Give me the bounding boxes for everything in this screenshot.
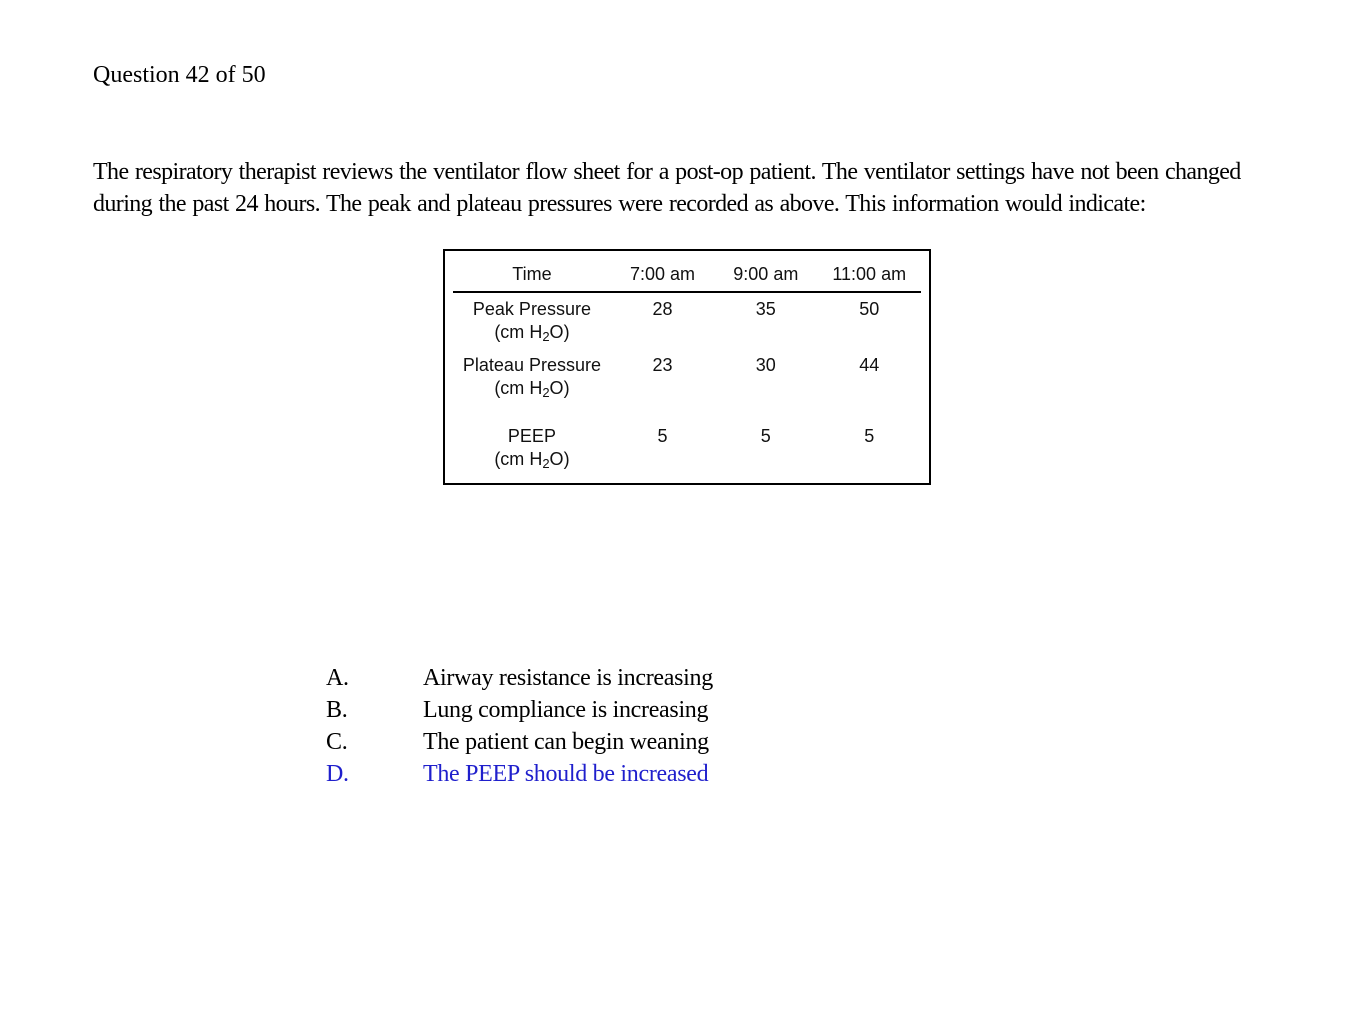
cell-value: 28	[652, 299, 673, 319]
answer-choice-c[interactable]	[326, 726, 713, 758]
table-row-plateau-pressure	[453, 352, 921, 425]
answer-text: The PEEP should be increased	[423, 761, 709, 787]
cell-value: 44	[859, 355, 880, 375]
param-unit: (cm $H_2O$)	[494, 449, 570, 471]
cell-value: 35	[755, 299, 776, 319]
answer-choice-d[interactable]	[326, 758, 713, 790]
cell-value: 23	[652, 355, 673, 375]
cell-value: 5	[864, 426, 875, 446]
table-row-peep	[453, 425, 921, 476]
question-stem: The respiratory therapist reviews the ventilator flow sheet for a post-op patient. The ventilator settings have not been changed during the past 24 hours. The peak and plateau pressures were recorded as above. This information would indicate:	[93, 159, 1241, 217]
question-header: Question 42 of 50	[93, 62, 266, 88]
answer-letter: A.	[326, 665, 349, 691]
row-label-peak-pressure	[453, 292, 611, 352]
flow-sheet-table	[453, 261, 921, 476]
answer-choices	[326, 662, 713, 790]
answer-letter: D.	[326, 761, 349, 787]
answer-text: The patient can begin weaning	[423, 729, 709, 755]
row-label-peep	[453, 425, 611, 476]
column-header-9am: 9:00 am	[714, 261, 817, 292]
answer-text: Airway resistance is increasing	[423, 665, 713, 691]
answer-text: Lung compliance is increasing	[423, 697, 709, 723]
answer-choice-b[interactable]	[326, 694, 713, 726]
cell-value: 30	[755, 355, 776, 375]
param-unit: (cm $H_2O$)	[494, 378, 570, 400]
flow-sheet-header-row	[453, 261, 921, 292]
cell-value: 5	[657, 426, 668, 446]
ventilator-flow-sheet	[443, 249, 931, 485]
column-header-time: Time	[453, 261, 611, 292]
param-name: Peak Pressure	[472, 299, 591, 319]
answer-letter: B.	[326, 697, 348, 723]
table-row-peak-pressure	[453, 292, 921, 352]
param-name: Plateau Pressure	[462, 355, 601, 375]
column-header-7am: 7:00 am	[611, 261, 714, 292]
param-name: PEEP	[507, 426, 556, 446]
answer-letter: C.	[326, 729, 348, 755]
cell-value: 50	[859, 299, 880, 319]
column-header-11am: 11:00 am	[817, 261, 921, 292]
answer-choice-a[interactable]	[326, 662, 713, 694]
cell-value: 5	[760, 426, 771, 446]
row-label-plateau-pressure	[453, 352, 611, 425]
param-unit: (cm $H_2O$)	[494, 322, 570, 344]
